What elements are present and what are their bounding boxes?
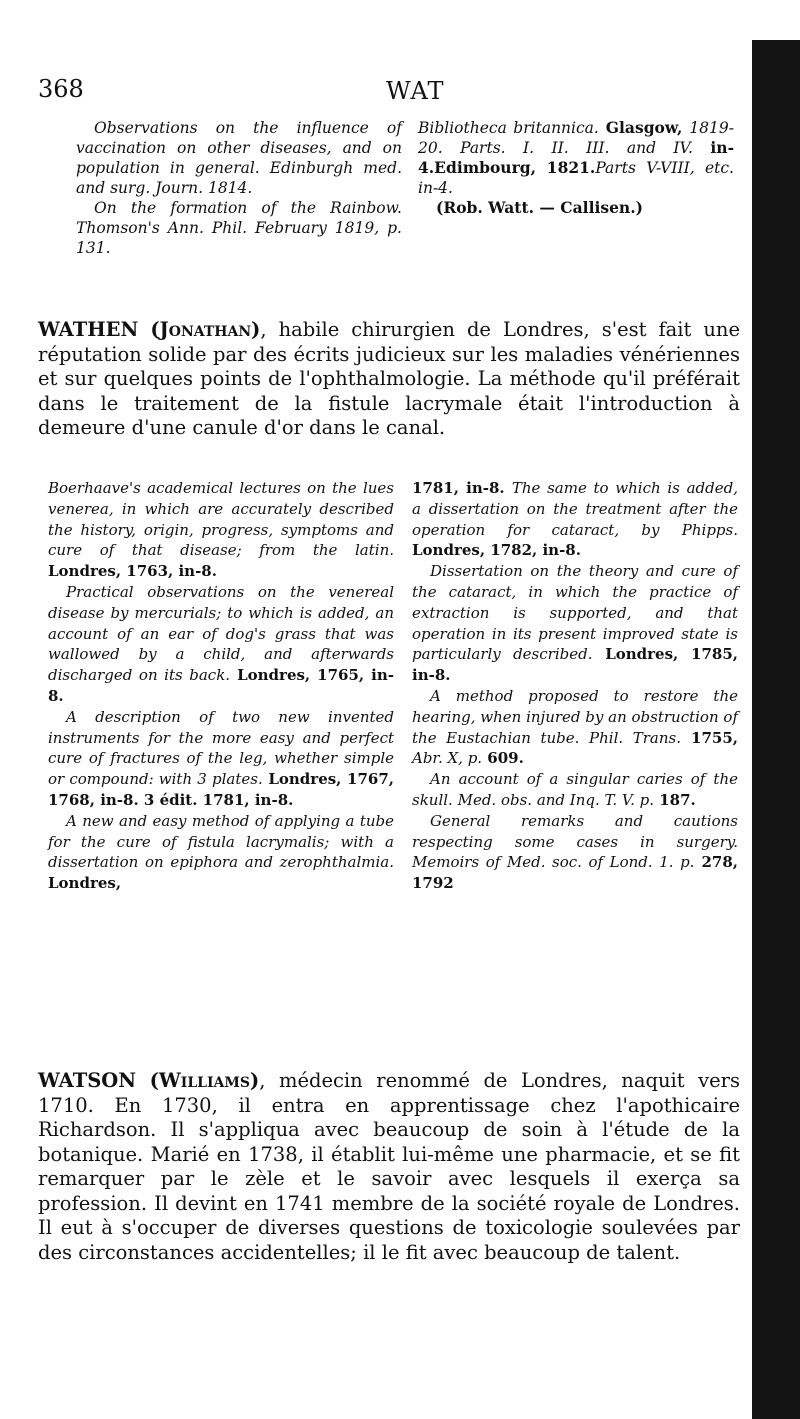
work-title: A method proposed to restore the hearing, when injured by an obstruction of the Eustachian tube. Phil. Trans. [412,686,738,747]
entry-paragraph [38,1069,740,1265]
work-title: Observations on the influence of vaccination on other diseases, and on population in general. Edinburgh med. and surg. Journ. 1814. [76,119,402,197]
work-entry [412,478,738,561]
top-right-column [418,118,734,218]
page-number: 368 [38,75,84,103]
work-place: in-4.Edimbourg, 1821. [418,138,734,177]
entry-text: , habile chirurgien de Londres, s'est fait une réputation solide par des écrits judicieux sur les maladies vénériennes et sur quelques points de l'ophthalmologie. La méthode qu'il préférait dans le traitement de la fistule lacrymale était l'introduction à demeure d'une canule d'or dans le canal. [38,318,740,439]
work-title: On the formation of the Rainbow. Thomson's Ann. Phil. February 1819, p. 131. [76,199,402,257]
work-detail: 1819-20. Parts. I. II. III. and IV. [418,119,734,157]
credit-text: (Rob. Watt. — Callisen.) [436,198,643,217]
work-entry [412,686,738,769]
work-entry [48,478,394,582]
work-title: A new and easy method of applying a tube for the cure of fistula lacrymalis; with a dissertation on epiphora and zerophthalmia. [48,811,394,872]
work-imprint: 1781, in-8. [412,479,512,497]
work-place: Glasgow, [598,118,690,137]
work-title: Bibliotheca britannica. [418,119,599,137]
entry-text: , médecin renommé de Londres, naquit vers 1710. En 1730, il entra en apprentissage chez l'apothicaire Richardson. Il s'appliqua avec beaucoup de soin à l'étude de la botanique. Marié en 1738, il établit lui-même une pharmacie, et se fit remarquer par le zèle et le savoir avec lesquels il exerça sa profession. Il devint en 1741 membre de la société royale de Londres. Il eut à s'occuper de diverses questions de toxicologie soulevées par des circonstances accidentelles; il le fit avec beaucoup de talent. [38,1069,740,1264]
work-detail: Abr. X, p. [412,749,483,768]
work-imprint: Londres, 1763, in-8. [48,562,217,581]
work-title: Dissertation on the theory and cure of the cataract, in which the practice of extraction is supported, and that operation in its present improved state is particularly described. [412,562,738,664]
work-imprint: Londres, [48,874,122,893]
work-title: General remarks and cautions respecting some cases in surgery. Memoirs of Med. soc. of Lond. 1. p. [412,811,738,872]
work-title: Practical observations on the venereal disease by mercurials; to which is added, an account of an ear of dog's grass that was wallowed by a child, and afterwards discharged on its back. [48,582,394,685]
entry-given-name: (Jonathan) [150,318,261,341]
entry-name: WATHEN [38,318,139,341]
work-entry [418,118,734,198]
work-entry [412,769,738,811]
work-imprint: Londres, 1767, 1768, in-8. 3 édit. 1781, in-8. [48,770,394,809]
entry-paragraph [38,318,740,441]
works-left-column [48,478,394,894]
work-entry [48,811,394,894]
top-left-column [76,118,402,258]
work-imprint: 278, 1792 [412,853,738,893]
work-imprint: Londres, 1782, in-8. [412,541,581,560]
work-entry [48,707,394,811]
works-right-column [412,478,738,894]
work-entry [412,561,738,686]
work-detail: Parts V-VIII, etc. in-4. [418,159,734,197]
work-imprint: 1755, [680,728,738,747]
running-head: WAT [386,77,445,105]
source-credit [418,198,734,218]
page-header [38,75,740,105]
work-title: The same to which is added, a dissertation on the treatment after the operation for cataract, by Phipps. [412,479,738,539]
work-title: Boerhaave's academical lectures on the lues venerea, in which are accurately described the history, origin, progress, symptoms and cure of that disease; from the latin. [48,479,394,560]
work-imprint: Londres, 1765, in-8. [48,666,394,705]
work-title: A description of two new invented instruments for the more easy and perfect cure of fractures of the leg, whether simple or compound: with 3 plates. [48,707,394,789]
work-entry [412,811,738,894]
work-imprint: Londres, 1785, in-8. [412,645,738,685]
work-title: An account of a singular caries of the skull. Med. obs. and Inq. T. V. p. [412,770,738,809]
entry-given-name: (Williams) [149,1069,260,1092]
entry-wathen [38,318,740,441]
work-entry [76,118,402,198]
work-entry [76,198,402,258]
document-page [38,0,740,1419]
work-imprint: 609. [482,749,524,768]
work-entry [48,582,394,707]
work-imprint: 187. [653,790,696,809]
binding-edge [752,40,800,1419]
entry-watson [38,1069,740,1265]
entry-name: WATSON [38,1069,137,1092]
